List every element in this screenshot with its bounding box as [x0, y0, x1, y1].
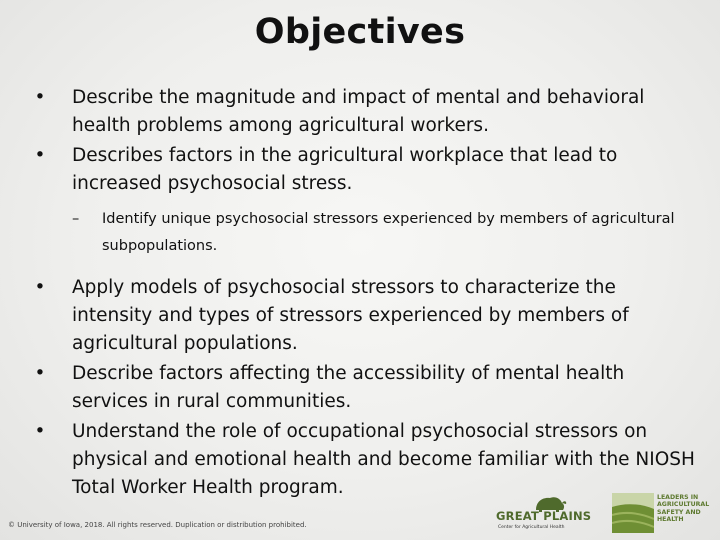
sub-objective-item [72, 206, 700, 260]
leaders-line-3: SAFETY AND HEALTH [657, 508, 701, 524]
bullet-icon: • [34, 145, 46, 166]
leaders-line-1: LEADERS IN [657, 494, 699, 501]
objective-item [30, 418, 700, 502]
leaders-line-2: AGRICULTURAL [657, 501, 710, 509]
objective-item [30, 142, 700, 198]
great-plains-name: GREAT PLAINS [496, 509, 592, 523]
objective-item [30, 360, 700, 416]
bullet-icon: • [34, 421, 46, 442]
leaders-text [657, 494, 717, 524]
objective-text: Describe the magnitude and impact of mental and behavioral health problems among agricultural workers. [72, 87, 645, 136]
objectives-list [30, 84, 700, 504]
dash-icon: – [72, 211, 80, 227]
objective-text: Describes factors in the agricultural workplace that lead to increased psychosocial stress. [72, 145, 618, 194]
objective-item [30, 84, 700, 140]
bullet-icon: • [34, 363, 46, 384]
objective-item [30, 274, 700, 358]
sub-objective-text: Identify unique psychosocial stressors experienced by members of agricultural subpopulations. [102, 211, 675, 254]
field-icon [612, 493, 654, 533]
objective-text: Understand the role of occupational psychosocial stressors on physical and emotional health and become familiar with the NIOSH Total Worker Health program. [72, 421, 695, 498]
bullet-icon: • [34, 277, 46, 298]
great-plains-subtitle: Center for Agricultural Health [498, 525, 565, 530]
leaders-logo [612, 492, 716, 534]
great-plains-logo [496, 492, 600, 534]
bullet-icon: • [34, 87, 46, 108]
objective-text: Describe factors affecting the accessibility of mental health services in rural communities. [72, 363, 625, 412]
slide-title: Objectives [254, 12, 466, 52]
copyright-footer: © University of Iowa, 2018. All rights reserved. Duplication or distribution prohibited. [8, 521, 307, 529]
objective-text: Apply models of psychosocial stressors to characterize the intensity and types of stressors experienced by members of agricultural populations. [72, 277, 629, 354]
